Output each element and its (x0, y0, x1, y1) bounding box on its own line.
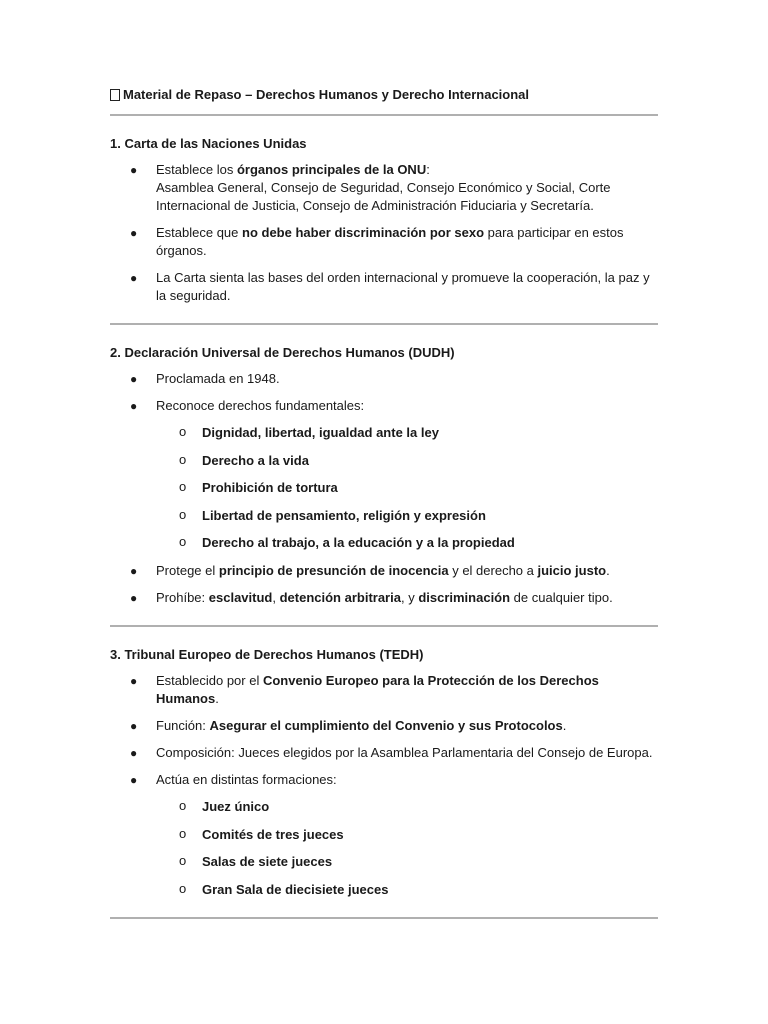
text: Composición: Jueces elegidos por la Asamblea Parlamentaria del Consejo de Europa. (156, 744, 653, 760)
document-body (110, 86, 658, 919)
bold-text: discriminación (418, 589, 511, 605)
text: , (272, 589, 280, 605)
bullet-icon: ● (130, 745, 138, 760)
bold-text: Comités de tres jueces (202, 826, 344, 842)
circle-bullet-icon: o (179, 880, 187, 896)
sub-list-item (110, 534, 658, 552)
text: . (562, 717, 567, 733)
bullet-icon: ● (130, 718, 138, 733)
section-heading: 2. Declaración Universal de Derechos Humanos (DUDH) (110, 345, 455, 360)
bold-text: Salas de siete jueces (202, 854, 333, 870)
bold-text: órganos principales de la ONU (236, 162, 427, 177)
list-item (110, 161, 658, 215)
circle-bullet-icon: o (179, 534, 187, 550)
bold-text: Dignidad, libertad, igualdad ante la ley (202, 425, 439, 440)
divider (110, 917, 658, 919)
bullet-icon: ● (130, 772, 138, 787)
bullet-icon: ● (130, 163, 138, 177)
bold-text: Derecho al trabajo, a la educación y a la propiedad (202, 535, 515, 551)
text: Establece los (156, 162, 237, 177)
text: para participar en estos órganos. (156, 225, 624, 258)
circle-bullet-icon: o (179, 424, 187, 439)
bullet-list (110, 161, 658, 305)
sub-list-item (110, 881, 658, 899)
sub-list-item (110, 798, 658, 816)
document-title (110, 86, 658, 104)
list-item (110, 224, 658, 260)
circle-bullet-icon: o (179, 506, 187, 522)
circle-bullet-icon: o (179, 479, 187, 495)
bullet-icon: ● (130, 399, 138, 413)
sub-list (110, 798, 658, 899)
text: Establecido por el (156, 672, 263, 688)
bold-text: detención arbitraria (279, 589, 401, 605)
section-heading: 3. Tribunal Europeo de Derechos Humanos (TEDH) (110, 646, 424, 662)
list-item (110, 397, 658, 415)
section-heading: 1. Carta de las Naciones Unidas (110, 136, 307, 151)
bullet-icon: ● (130, 372, 138, 386)
circle-bullet-icon: o (179, 451, 187, 467)
text: Reconoce derechos fundamentales: (156, 398, 365, 413)
text: Protege el (156, 562, 219, 578)
text: . (215, 690, 219, 706)
bold-text: juicio justo (537, 562, 607, 578)
section-carta-onu (110, 116, 658, 323)
text: La Carta sienta las bases del orden internacional y promueve la cooperación, la paz y la seguridad. (156, 270, 650, 303)
sub-list-item (110, 479, 658, 497)
sub-list-item (110, 452, 658, 470)
list-item (110, 269, 658, 305)
list-item (110, 589, 658, 607)
section-dudh (110, 325, 658, 625)
bold-text: Prohibición de tortura (202, 480, 338, 496)
circle-bullet-icon: o (179, 825, 187, 841)
sub-list-item (110, 507, 658, 525)
bold-text: Derecho a la vida (202, 452, 309, 468)
text: Establece que (156, 225, 243, 240)
bullet-icon: ● (130, 563, 138, 578)
list-item (110, 672, 658, 708)
sub-list (110, 424, 658, 552)
text: Prohíbe: (156, 589, 209, 605)
bullet-icon: ● (130, 673, 138, 688)
list-item (110, 717, 658, 735)
text: . (606, 562, 610, 578)
text: Asamblea General, Consejo de Seguridad, Consejo Económico y Social, Corte Internacional de Justicia, Consejo de Administración Fiduciaria y Secretaría. (156, 180, 611, 213)
list-item (110, 562, 658, 580)
bullet-icon: ● (130, 226, 138, 240)
bullet-list (110, 370, 658, 415)
list-item (110, 771, 658, 789)
text: y el derecho a (448, 562, 538, 578)
bullet-icon: ● (130, 271, 138, 285)
bold-text: no debe haber discriminación por sexo (242, 225, 485, 240)
bullet-list (110, 672, 658, 789)
circle-bullet-icon: o (179, 853, 187, 869)
bullet-icon: ● (130, 590, 138, 605)
text: Función: (156, 717, 210, 733)
missing-glyph-icon (110, 89, 120, 101)
bold-text: Convenio Europeo para la Protección de los Derechos Humanos (156, 672, 599, 706)
bold-text: Asegurar el cumplimiento del Convenio y sus Protocolos (209, 717, 563, 733)
bold-text: esclavitud (208, 589, 273, 605)
bullet-list (110, 562, 658, 607)
text: Actúa en distintas formaciones: (156, 771, 337, 787)
bold-text: Juez único (202, 798, 270, 814)
document-title-text: Material de Repaso – Derechos Humanos y Derecho Internacional (123, 87, 530, 102)
section-tedh (110, 627, 658, 917)
bold-text: principio de presunción de inocencia (218, 562, 449, 578)
sub-list-item (110, 424, 658, 442)
text: : (426, 162, 430, 177)
text: de cualquier tipo. (510, 589, 613, 605)
circle-bullet-icon: o (179, 797, 187, 813)
list-item (110, 744, 658, 762)
sub-list-item (110, 826, 658, 844)
sub-list-item (110, 853, 658, 871)
list-item (110, 370, 658, 388)
bold-text: Gran Sala de diecisiete jueces (202, 881, 389, 897)
text: , y (400, 589, 419, 605)
text: Proclamada en 1948. (156, 371, 280, 386)
bold-text: Libertad de pensamiento, religión y expresión (202, 507, 486, 523)
